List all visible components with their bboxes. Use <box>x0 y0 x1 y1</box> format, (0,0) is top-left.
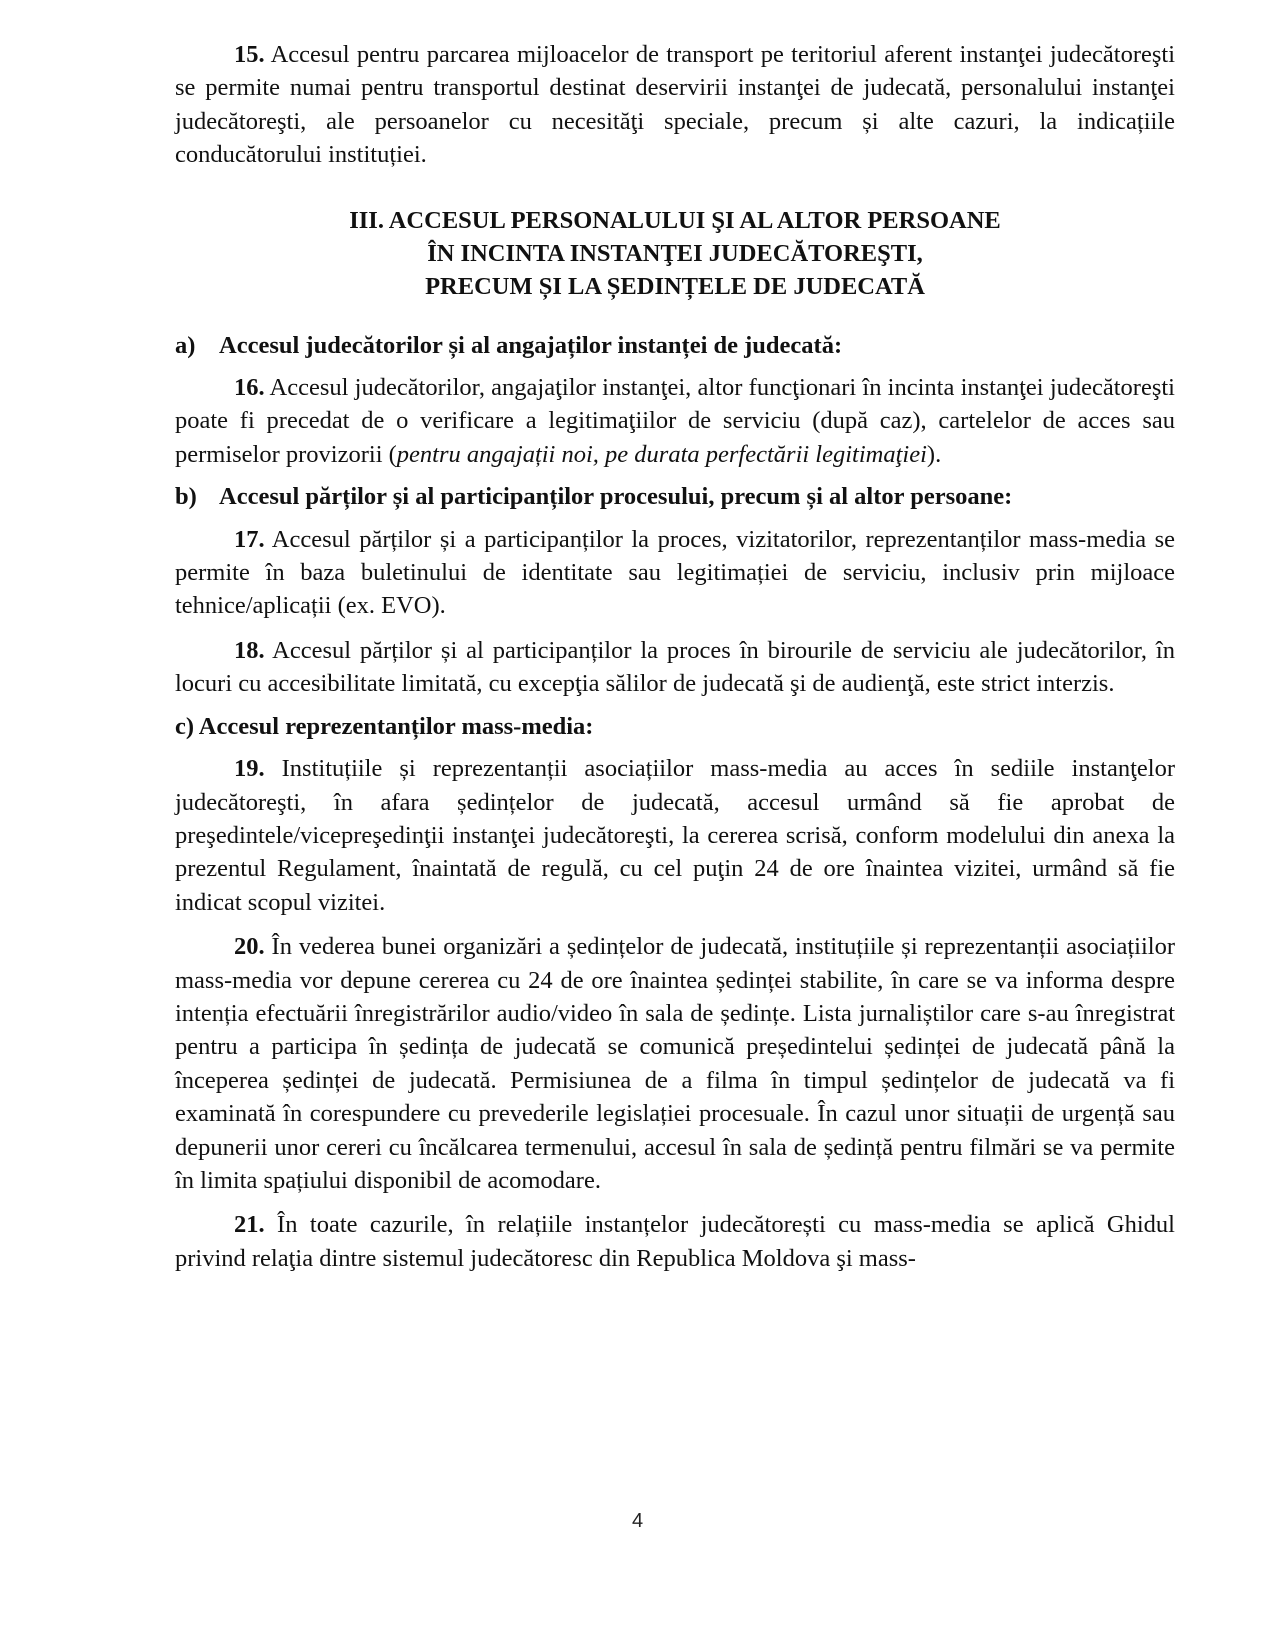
page-number: 4 <box>631 1510 644 1532</box>
subheading-c: c) Accesul reprezentanților mass-media: <box>175 712 594 740</box>
section-title-line-1: III. ACCESUL PERSONALULUI ŞI AL ALTOR PERSOANE <box>349 206 1001 234</box>
subheading-letter: a) <box>175 331 196 359</box>
subheading-text: Accesul părților și al participanților procesului, precum și al altor persoane: <box>219 483 1013 511</box>
paragraph-number: 20. <box>234 933 265 961</box>
section-title-line-3: PRECUM ȘI LA ȘEDINȚELE DE JUDECATĂ <box>425 272 925 300</box>
paragraph-20 <box>175 930 1175 1197</box>
paragraph-number: 19. <box>234 755 265 783</box>
document-page <box>175 38 1175 1275</box>
paragraph-number: 17. <box>234 525 265 553</box>
paragraph-15 <box>175 38 1175 172</box>
paragraph-18 <box>175 634 1175 701</box>
paragraph-text: Instituțiile și reprezentanții asociațiilor mass-media au acces în sediile instanţelor judecătoreşti, în afara ședințelor de judecată, accesul urmând să fie aprobat de preşedintele/vicepreşedinţii instanţei judecătoreşti, la cererea scrisă, conform modelului din anexa la prezentul Regulament, înaintată de regulă, cu cel puţin 24 de ore înaintea vizitei, urmând să fie indicat scopul vizitei. <box>175 755 1175 916</box>
paragraph-text: În vederea bunei organizări a ședințelor de judecată, instituțiile și reprezentanții asociațiilor mass-media vor depune cererea cu 24 de ore înaintea ședinței stabilite, în care se va informa despre intenția efectuării înregistrărilor audio/video în sala de ședințe. Lista jurnaliștilor care s-au înregistrat pentru a participa în ședința de judecată se comunică președintelui ședinței de judecată până la începerea ședinței de judecată. Permisiunea de a filma în timpul ședințelor de judecată va fi examinată în corespundere cu prevederile legislației procesuale. În cazul unor situații de urgență sau depunerii unor cereri cu încălcarea termenului, accesul în sala de ședință pentru filmări se va permite în limita spațiului disponibil de acomodare. <box>175 933 1175 1194</box>
paragraph-number: 15. <box>234 41 265 68</box>
subheading-b <box>175 480 1175 513</box>
paragraph-text: În toate cazurile, în relațiile instanțelor judecătorești cu mass-media se aplică Ghidul privind relaţia dintre sistemul judecătoresc din Republica Moldova şi mass- <box>175 1211 1175 1272</box>
paragraph-text: Accesul judecătorilor, angajaţilor instanţei, altor funcţionari în incinta instanţei judecătoreşti poate fi precedat de o verificare a legitimaţiilor de serviciu (după caz), cartelelor de acces sau permiselor provizorii ( <box>175 374 1175 468</box>
paragraph-number: 18. <box>234 636 265 664</box>
subheading-text: Accesul judecătorilor și al angajaților instanței de judecată: <box>219 331 843 359</box>
paragraph-text: Accesul părților și al participanților la proces în birourile de serviciu ale judecătorilor, în locuri cu accesibilitate limitată, cu excepţia sălilor de judecată şi de audienţă, este strict interzis. <box>175 636 1175 698</box>
section-title-line-2: ÎN INCINTA INSTANŢEI JUDECĂTOREŞTI, <box>427 239 923 267</box>
subheading-a <box>175 329 1175 362</box>
paragraph-number: 21. <box>234 1211 265 1239</box>
paragraph-19 <box>175 752 1175 919</box>
paragraph-italic-text: pentru angajații noi, pe durata perfectării legitimaţiei <box>396 440 927 468</box>
paragraph-text: Accesul părților și a participanților la proces, vizitatorilor, reprezentanților mass-media se permite în baza buletinului de identitate sau legitimației de serviciu, inclusiv prin mijloace tehnice/aplicații (ex. EVO). <box>175 525 1175 620</box>
paragraph-21 <box>175 1208 1175 1275</box>
paragraph-17 <box>175 523 1175 623</box>
paragraph-text: Accesul pentru parcarea mijloacelor de transport pe teritoriul aferent instanţei judecătoreşti se permite numai pentru transportul destinat deservirii instanţei de judecată, personalului instanţei judecătoreşti, ale persoanelor cu necesităţi speciale, precum și alte cazuri, la indicațiile conducătorului instituției. <box>175 41 1175 169</box>
paragraph-16 <box>175 371 1175 471</box>
subheading-letter: b) <box>175 483 197 511</box>
paragraph-tail: ). <box>926 440 942 468</box>
paragraph-number: 16. <box>234 374 265 402</box>
